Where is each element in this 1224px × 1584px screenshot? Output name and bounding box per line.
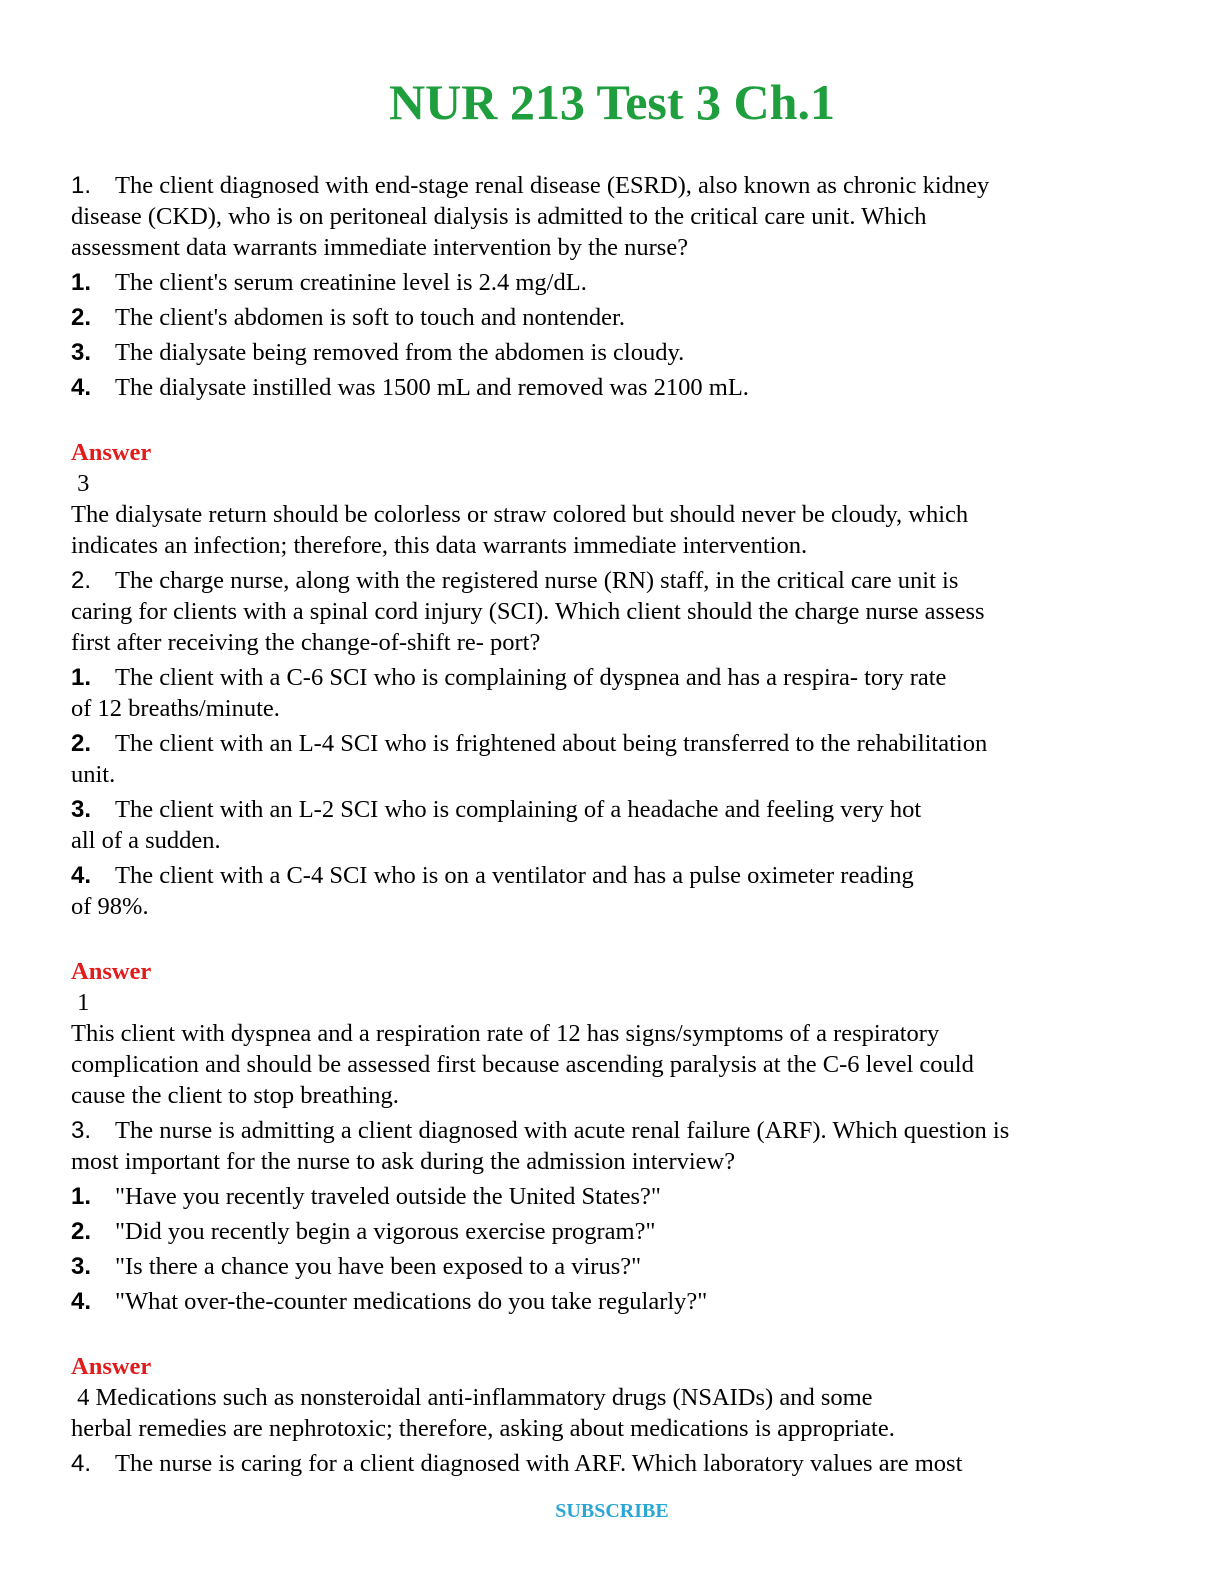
document-body	[71, 170, 1141, 1479]
option-item: 2. The client with an L-4 SCI who is frightened about being transferred to the rehabilitation	[71, 730, 988, 757]
option-item: 2. The client's abdomen is soft to touch and nontender.	[71, 304, 625, 331]
option-item: 1. The client's serum creatinine level is 2.4 mg/dL.	[71, 269, 587, 296]
question-number: 1.	[71, 172, 92, 199]
subscribe-link[interactable]: SUBSCRIBE	[555, 1500, 669, 1522]
question-3-line-2: most important for the nurse to ask during the admission interview?	[71, 1148, 736, 1175]
question-1-line-2: disease (CKD), who is on peritoneal dialysis is admitted to the critical care unit. Which	[71, 203, 927, 230]
question-1-line-3: assessment data warrants immediate intervention by the nurse?	[71, 234, 689, 261]
option-continuation: of 98%.	[71, 893, 149, 920]
option-item: 4. The dialysate instilled was 1500 mL and removed was 2100 mL.	[71, 374, 749, 401]
rationale-line: cause the client to stop breathing.	[71, 1082, 399, 1109]
question-1-line-1: 1. The client diagnosed with end-stage renal disease (ESRD), also known as chronic kidney	[71, 172, 990, 199]
question-4-line-1: 4. The nurse is caring for a client diagnosed with ARF. Which laboratory values are most	[71, 1450, 963, 1477]
question-2-line-1: 2. The charge nurse, along with the registered nurse (RN) staff, in the critical care unit is	[71, 567, 959, 594]
rationale-line: indicates an infection; therefore, this data warrants immediate intervention.	[71, 532, 808, 559]
option-continuation: of 12 breaths/minute.	[71, 695, 280, 722]
answer-label: Answer	[71, 1353, 152, 1380]
option-item: 1. The client with a C-6 SCI who is complaining of dyspnea and has a respira- tory rate	[71, 664, 947, 691]
option-continuation: all of a sudden.	[71, 827, 221, 854]
option-item: 3. The dialysate being removed from the abdomen is cloudy.	[71, 339, 685, 366]
option-continuation: unit.	[71, 761, 116, 788]
option-item: 1. "Have you recently traveled outside the United States?"	[71, 1183, 661, 1210]
rationale-line: herbal remedies are nephrotoxic; therefore, asking about medications is appropriate.	[71, 1415, 895, 1442]
answer-label: Answer	[71, 439, 152, 466]
question-2-line-2: caring for clients with a spinal cord injury (SCI). Which client should the charge nurse assess	[71, 598, 985, 625]
rationale-line: complication and should be assessed first because ascending paralysis at the C-6 level could	[71, 1051, 974, 1078]
option-item: 3. "Is there a chance you have been exposed to a virus?"	[71, 1253, 642, 1280]
question-3-line-1: 3. The nurse is admitting a client diagnosed with acute renal failure (ARF). Which question is	[71, 1117, 1010, 1144]
option-item: 4. The client with a C-4 SCI who is on a ventilator and has a pulse oximeter reading	[71, 862, 914, 889]
rationale-line: This client with dyspnea and a respiration rate of 12 has signs/symptoms of a respiratory	[71, 1020, 940, 1047]
option-item: 3. The client with an L-2 SCI who is complaining of a headache and feeling very hot	[71, 796, 922, 823]
question-2-line-3: first after receiving the change-of-shift re- port?	[71, 629, 541, 656]
rationale-line: The dialysate return should be colorless or straw colored but should never be cloudy, which	[71, 501, 969, 528]
answer-value: 1	[71, 989, 90, 1016]
rationale-line: 4 Medications such as nonsteroidal anti-inflammatory drugs (NSAIDs) and some	[71, 1384, 873, 1411]
answer-label: Answer	[71, 958, 152, 985]
page-title: NUR 213 Test 3 Ch.1	[389, 74, 835, 130]
answer-value: 3	[71, 470, 90, 497]
option-item: 4. "What over-the-counter medications do you take regularly?"	[71, 1288, 708, 1315]
option-item: 2. "Did you recently begin a vigorous exercise program?"	[71, 1218, 656, 1245]
